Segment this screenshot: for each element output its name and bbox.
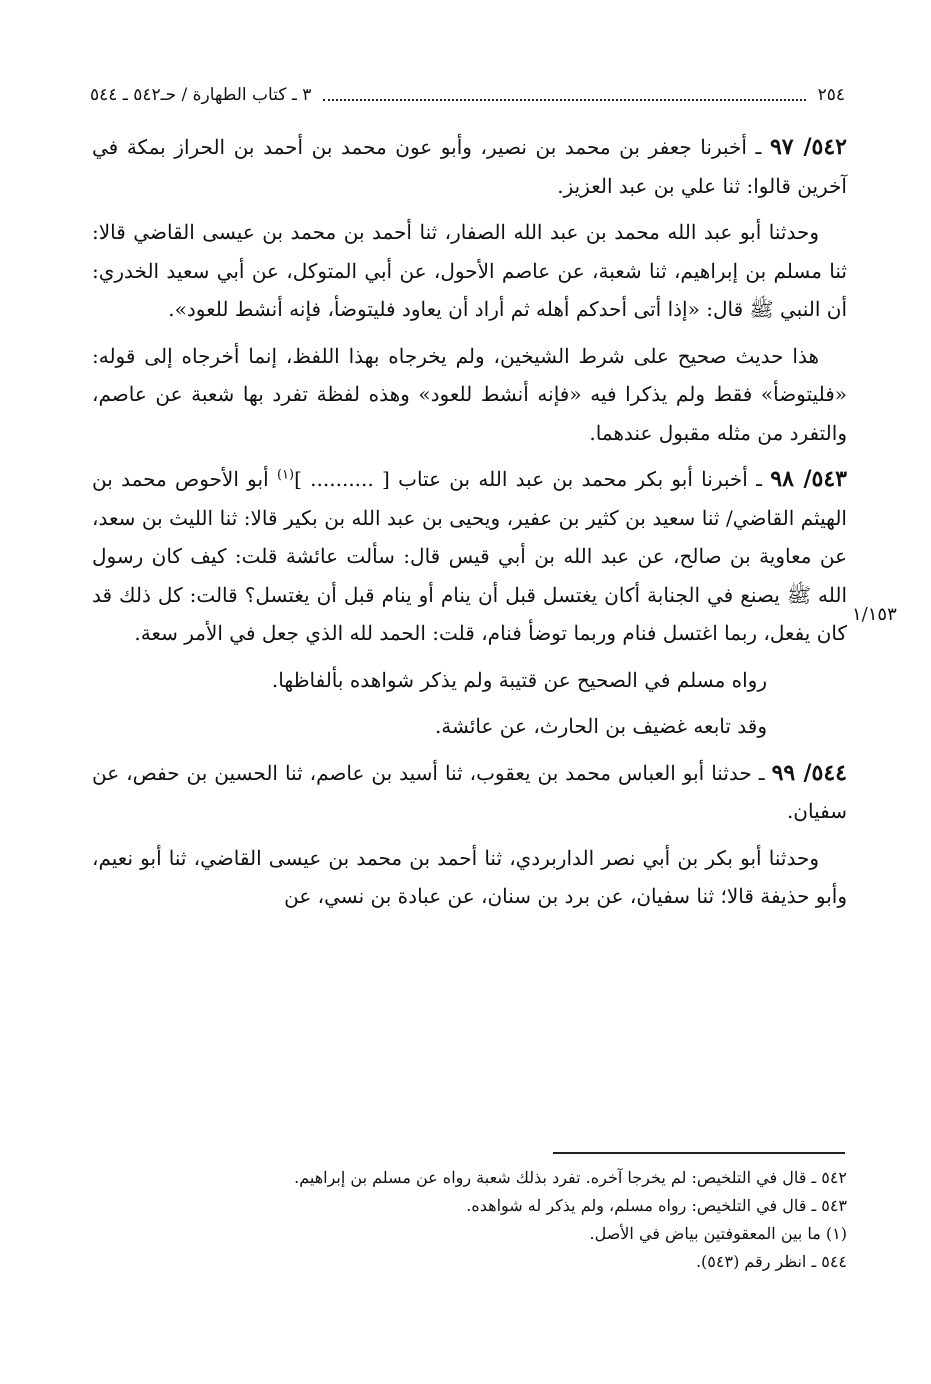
paragraph [92,707,847,746]
footnote: ٥٤٤ ـ انظر رقم (٥٤٣). [695,1252,847,1271]
page-number: ٢٥٤ [817,85,845,105]
paragraph-text: هذا حديث صحيح على شرط الشيخين، ولم يخرجاه بهذا اللفظ، إنما أخرجاه إلى قوله: «فليتوضأ» فقط ولم يذكرا فيه «فإنه أنشط للعود» وهذه لفظة تفرد بها شعبة عن عاصم، والتفرد من مثله مقبول عندهما. [92,343,847,445]
hadith-number: ٥٤٤/ ٩٩ [771,759,847,786]
footnote: ٥٤٣ ـ قال في التلخيص: رواه مسلم، ولم يذكر له شواهده. [466,1196,847,1215]
hadith-542 [92,128,847,205]
paragraph [92,661,847,700]
footnote: ٥٤٢ ـ قال في التلخيص: لم يخرجا آخره. تفرد بذلك شعبة رواه عن مسلم بن إبراهيم. [294,1168,847,1187]
paragraph-text: ـ حدثنا أبو العباس محمد بن يعقوب، ثنا أسيد بن عاصم، ثنا الحسين بن حفص، عن سفيان. [92,760,847,823]
footnote-marker: (١) [276,467,295,483]
main-text [92,128,847,924]
paragraph-text: رواه مسلم في الصحيح عن قتيبة ولم يذكر شواهده بألفاظها. [271,667,767,692]
paragraph-text-continued: أبو الأحوص محمد بن الهيثم القاضي/ ثنا سعيد بن كثير بن عفير، ويحيى بن عبد الله بن بكير قالا: ثنا الليث بن سعد، عن معاوية بن صالح، عن عبد الله بن أبي قيس قال: سألت عائشة قلت: كيف كان رسول الله ﷺ يصنع في الجنابة أكان يغتسل قبل أن ينام أو ينام قبل أن يغتسل؟ قالت: كل ذلك قد كان يفعل، ربما اغتسل فنام وربما توضأ فنام، قلت: الحمد لله الذي جعل في الأمر سعة. [92,467,847,645]
paragraph-text: وحدثنا أبو بكر بن أبي نصر الداربردي، ثنا أحمد بن محمد بن عيسى القاضي، ثنا أبو نعيم، وأبو حذيفة قالا؛ ثنا سفيان، عن برد بن سنان، عن عبادة بن نسي، عن [92,845,847,908]
hadith-number: ٥٤٢/ ٩٧ [769,134,847,160]
paragraph-text: ـ أخبرنا أبو بكر محمد بن عبد الله بن عتاب [ .......... ] [294,467,771,491]
margin-folio-note: ١/١٥٣ [852,604,897,625]
paragraph-text: وقد تابعه غضيف بن الحارث، عن عائشة. [434,714,767,738]
footnotes [92,1164,847,1276]
paragraph-text: ـ أخبرنا جعفر بن محمد بن نصير، وأبو عون محمد بن أحمد بن الحراز بمكة في آخرين قالوا: ثنا علي بن عبد العزيز. [92,135,847,198]
footnote: (١) ما بين المعقوفتين بياض في الأصل. [589,1224,847,1243]
paragraph [92,839,847,916]
paragraph [92,213,847,329]
header-dot-leader [323,89,805,101]
running-title: ٣ ـ كتاب الطهارة / حـ٥٤٢ ـ ٥٤٤ [90,85,312,105]
paragraph-text: وحدثنا أبو عبد الله محمد بن عبد الله الصفار، ثنا أحمد بن محمد بن عيسى القاضي قالا: ثنا مسلم بن إبراهيم، ثنا شعبة، عن عاصم الأحول، عن أبي المتوكل، عن أبي سعيد الخدري: أن النبي ﷺ قال: «إذا أتى أحدكم أهله ثم أراد أن يعاود فليتوضأ، فإنه أنشط للعود». [92,220,847,321]
paragraph [92,337,847,453]
hadith-543 [92,460,847,653]
running-header [90,80,845,110]
hadith-number: ٥٤٣/ ٩٨ [770,466,847,492]
footnote-divider [553,1152,845,1154]
hadith-544 [92,754,847,831]
